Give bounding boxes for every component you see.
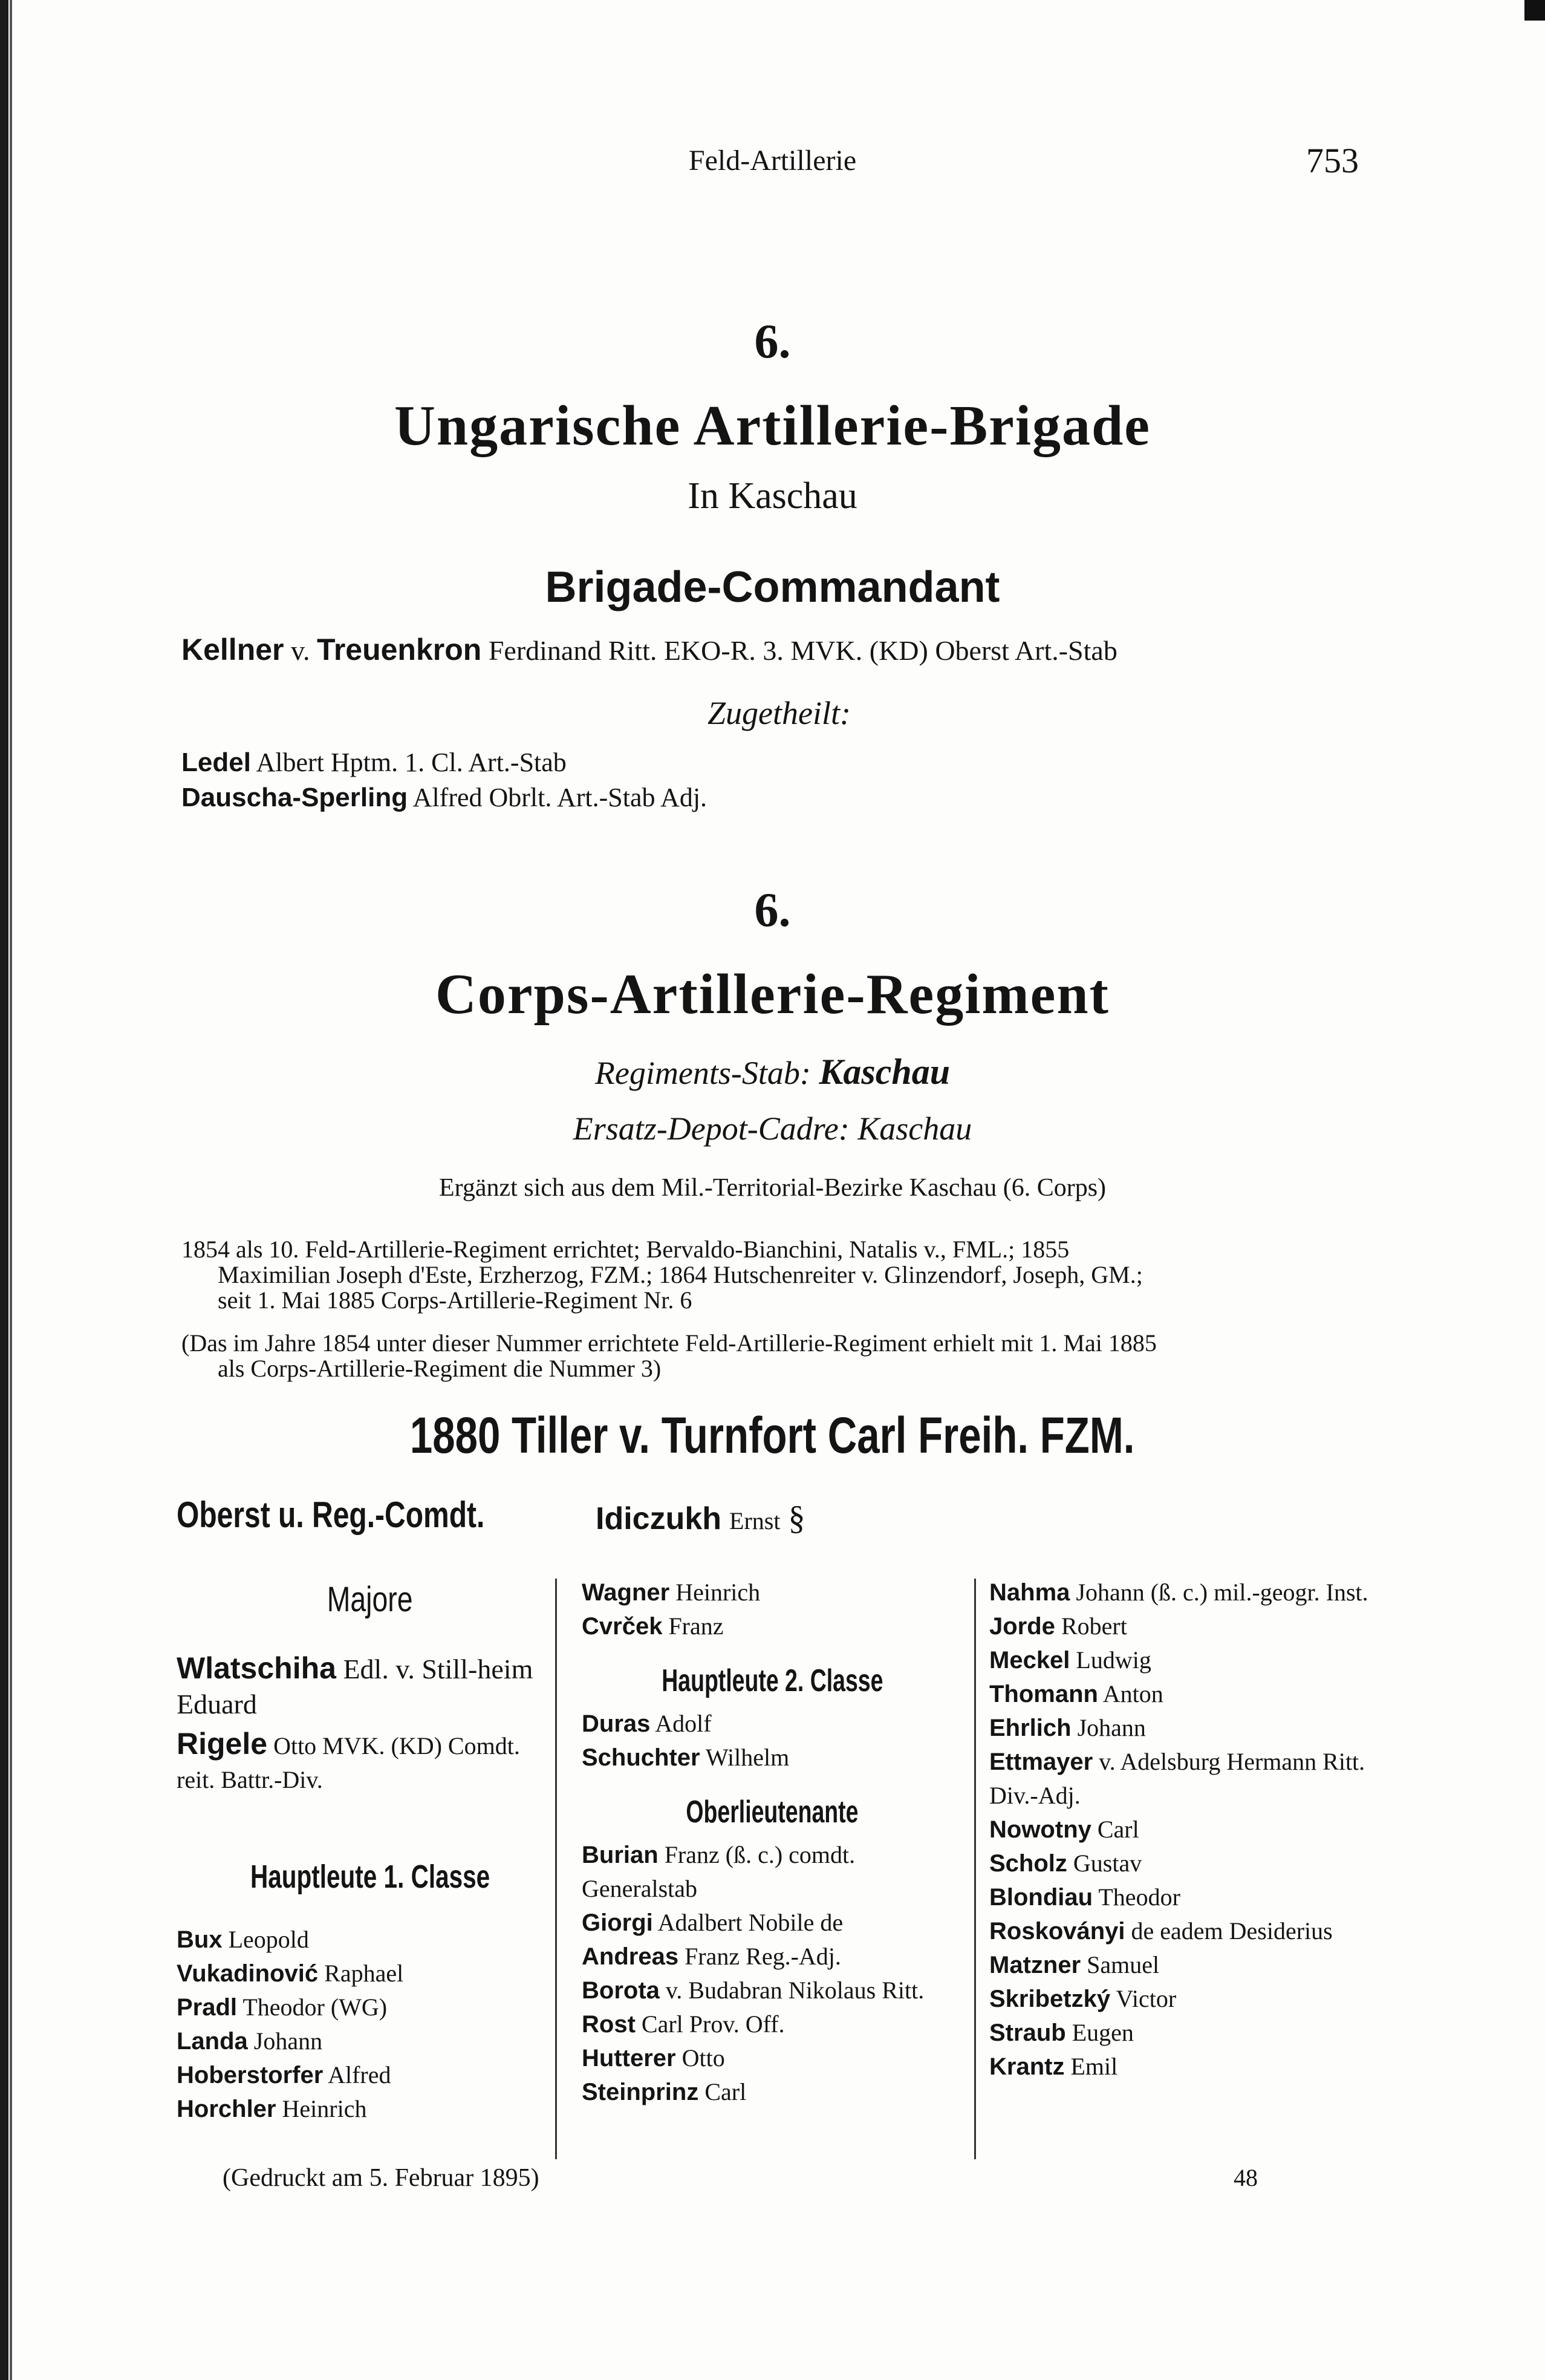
- regiment-owner: [0, 1406, 1545, 1465]
- commandant-details: Ferdinand Ritt. EKO-R. 3. MVK. (KD) Oberst Art.-Stab: [488, 635, 1117, 666]
- history-line: 1854 als 10. Feld-Artillerie-Regiment errichtet; Bervaldo-Bianchini, Natalis v., FML.; 1855: [181, 1236, 1070, 1263]
- commander-entry: [177, 1494, 562, 1536]
- column-right: [989, 1576, 1376, 2084]
- list-item: [989, 2016, 1376, 2050]
- commander-label: Oberst u. Reg.-Comdt.: [177, 1495, 485, 1535]
- entry-surname: Vukadinović: [177, 1960, 319, 1987]
- list-item: [989, 1982, 1376, 2016]
- list-item: [582, 1974, 963, 2007]
- brigade-location: In Kaschau: [688, 475, 857, 517]
- entry-surname: Rost: [582, 2011, 636, 2038]
- entry-details: Johann: [1077, 1714, 1146, 1741]
- entry-surname: Ehrlich: [989, 1715, 1072, 1741]
- commandant-surname: Kellner: [181, 633, 284, 667]
- commander-name: [596, 1499, 805, 1537]
- entry-details: Adolf: [655, 1710, 712, 1737]
- column-left: [177, 1576, 564, 2126]
- owner-line: 1880 Tiller v. Turnfort Carl Freih. FZM.: [410, 1407, 1135, 1464]
- entry-surname: Ettmayer: [989, 1749, 1093, 1775]
- list-item: [989, 1576, 1376, 1609]
- entry-surname: Wlatschiha: [177, 1651, 336, 1685]
- entry-details: de eadem Desiderius: [1131, 1917, 1333, 1945]
- list-item: [177, 1727, 564, 1797]
- entry-details: Alfred: [328, 2061, 391, 2088]
- regiment-note: [181, 1331, 1391, 1381]
- list-item: [582, 1940, 963, 1974]
- column-rule: [974, 1579, 976, 2159]
- list-item: [989, 1745, 1376, 1813]
- entry-surname: Rigele: [177, 1727, 268, 1761]
- commandant-surname2: Treuenkron: [317, 633, 482, 667]
- commandant-heading: Brigade-Commandant: [545, 563, 1000, 611]
- entry-details: Robert: [1061, 1612, 1127, 1640]
- commander-mark: §: [788, 1499, 805, 1537]
- print-date: (Gedruckt am 5. Februar 1895): [223, 2164, 539, 2192]
- entry-surname: Blondiau: [989, 1884, 1093, 1911]
- entry-surname: Scholz: [989, 1850, 1067, 1877]
- commander-given: Ernst: [729, 1507, 781, 1534]
- entry-details: Carl: [704, 2078, 747, 2105]
- entry-surname: Giorgi: [582, 1909, 653, 1936]
- list-item: [177, 1957, 564, 1990]
- list-item: [582, 1576, 963, 1609]
- recruitment-note: Ergänzt sich aus dem Mil.-Territorial-Bezirke Kaschau (6. Corps): [438, 1174, 1107, 1202]
- entry-details: Eugen: [1072, 2019, 1134, 2046]
- regiment-staff: [0, 1051, 1545, 1093]
- entry-details: Victor: [1116, 1985, 1177, 2012]
- entry-details: Heinrich: [675, 1579, 761, 1606]
- assigned-entry: [181, 747, 567, 778]
- entry-surname: Hutterer: [582, 2045, 676, 2072]
- entry-details: Leopold: [228, 1926, 309, 1953]
- entry-surname: Schuchter: [582, 1744, 700, 1771]
- entry-details: Franz: [668, 1612, 724, 1640]
- entry-details: Anton: [1102, 1680, 1163, 1707]
- commander-surname: Idiczukh: [596, 1501, 722, 1536]
- entry-details: v. Budabran Nikolaus Ritt.: [665, 1977, 925, 2004]
- list-item: [177, 2058, 564, 2092]
- entry-details: Otto MVK. (KD) Comdt. reit. Battr.-Div.: [177, 1732, 520, 1793]
- regiment-history: [181, 1237, 1391, 1313]
- brigade-number: 6.: [754, 315, 791, 368]
- entry-surname: Borota: [582, 1977, 660, 2004]
- lieutenants-heading-text: Oberlieutenante: [686, 1795, 859, 1830]
- entry-surname: Hoberstorfer: [177, 2062, 324, 2088]
- entry-details: Johann (ß. c.) mil.-geogr. Inst.: [1076, 1579, 1368, 1606]
- entry-surname: Roskoványi: [989, 1918, 1125, 1945]
- note-line: als Corps-Artillerie-Regiment die Nummer 3): [218, 1355, 662, 1382]
- entry-surname: Horchler: [177, 2096, 276, 2122]
- history-line: Maximilian Joseph d'Este, Erzherzog, FZM.; 1864 Hutschenreiter v. Glinzendorf, Joseph, GM.;: [218, 1261, 1143, 1288]
- signature-mark: 48: [1234, 2164, 1258, 2191]
- list-item: [989, 2050, 1376, 2084]
- list-item: [177, 2024, 564, 2058]
- scan-corner: [1524, 0, 1545, 21]
- list-item: [177, 1990, 564, 2024]
- staff-place: Kaschau: [819, 1052, 951, 1092]
- commandant-connector: v.: [291, 635, 310, 666]
- assigned-details: Albert Hptm. 1. Cl. Art.-Stab: [256, 748, 567, 777]
- list-item: [582, 2007, 963, 2041]
- entry-surname: Nahma: [989, 1579, 1070, 1606]
- assigned-surname: Dauscha-Sperling: [181, 783, 408, 812]
- entry-details: Edl. v. Still-heim Eduard: [177, 1654, 533, 1720]
- entry-details: v. Adelsburg Hermann Ritt. Div.-Adj.: [989, 1748, 1365, 1809]
- list-item: [989, 1914, 1376, 1948]
- entry-details: Franz (ß. c.) comdt. Generalstab: [582, 1841, 856, 1902]
- list-item: [989, 1609, 1376, 1643]
- entry-surname: Jorde: [989, 1613, 1055, 1640]
- majore-heading: [177, 1576, 564, 1624]
- entry-details: Franz Reg.-Adj.: [685, 1943, 841, 1970]
- list-item: [989, 1711, 1376, 1745]
- list-item: [989, 1813, 1376, 1847]
- list-item: [582, 1906, 963, 1940]
- entry-details: Emil: [1070, 2053, 1118, 2080]
- list-item: [989, 1677, 1376, 1711]
- list-item: [989, 1847, 1376, 1880]
- entry-details: Johann: [253, 2027, 323, 2055]
- assigned-surname: Ledel: [181, 748, 251, 777]
- staff-label: Regiments-Stab:: [594, 1055, 811, 1091]
- entry-surname: Straub: [989, 2020, 1066, 2046]
- entry-surname: Wagner: [582, 1579, 670, 1606]
- depot-label: Ersatz-Depot-Cadre:: [573, 1110, 850, 1147]
- entry-details: Theodor: [1098, 1883, 1180, 1911]
- captains2-heading-text: Hauptleute 2. Classe: [661, 1663, 883, 1698]
- entry-details: Gustav: [1073, 1850, 1142, 1877]
- regiment-depot: [0, 1110, 1545, 1147]
- entry-surname: Thomann: [989, 1681, 1098, 1707]
- entry-details: Carl: [1097, 1816, 1139, 1843]
- entry-surname: Meckel: [989, 1647, 1070, 1674]
- commandant-entry: [181, 632, 1117, 667]
- column-middle: [582, 1576, 963, 2109]
- list-item: [582, 2041, 963, 2075]
- list-item: [582, 1707, 963, 1741]
- list-item: [177, 2092, 564, 2126]
- entry-surname: Duras: [582, 1710, 651, 1737]
- entry-surname: Matzner: [989, 1952, 1081, 1978]
- entry-details: Wilhelm: [705, 1744, 790, 1771]
- entry-details: Theodor (WG): [242, 1994, 388, 2021]
- depot-place: Kaschau: [857, 1110, 972, 1147]
- list-item: [582, 1609, 963, 1643]
- captains1-heading: [177, 1853, 564, 1901]
- brigade-title: Ungarische Artillerie-Brigade: [394, 394, 1151, 457]
- entry-details: Heinrich: [282, 2095, 367, 2122]
- list-item: [989, 1948, 1376, 1982]
- list-item: [989, 1880, 1376, 1914]
- regiment-number: 6.: [754, 884, 791, 937]
- list-item: [989, 1643, 1376, 1677]
- entry-details: Raphael: [324, 1960, 404, 1987]
- entry-surname: Landa: [177, 2028, 248, 2055]
- list-item: [582, 1741, 963, 1775]
- assigned-heading: Zugetheilt:: [707, 695, 851, 731]
- entry-surname: Krantz: [989, 2053, 1065, 2080]
- running-header: Feld-Artillerie: [688, 145, 857, 177]
- majore-heading-text: Majore: [327, 1580, 413, 1619]
- entry-surname: Nowotny: [989, 1816, 1091, 1843]
- regiment-title: Corps-Artillerie-Regiment: [435, 963, 1110, 1026]
- page-number: 753: [1306, 141, 1359, 180]
- entry-details: Otto: [681, 2044, 725, 2072]
- entry-surname: Cvrček: [582, 1613, 663, 1640]
- assigned-entry: [181, 782, 707, 813]
- assigned-details: Alfred Obrlt. Art.-Stab Adj.: [412, 783, 707, 812]
- entry-surname: Andreas: [582, 1943, 679, 1970]
- note-line: (Das im Jahre 1854 unter dieser Nummer errichtete Feld-Artillerie-Regiment erhielt mit 1. Mai 1885: [181, 1329, 1157, 1357]
- list-item: [177, 1923, 564, 1957]
- entry-surname: Pradl: [177, 1994, 238, 2021]
- entry-surname: Steinprinz: [582, 2079, 699, 2105]
- list-item: [582, 2075, 963, 2109]
- captains2-heading: [582, 1659, 963, 1703]
- entry-details: Carl Prov. Off.: [641, 2010, 785, 2038]
- lieutenants-heading: [582, 1790, 963, 1834]
- entry-surname: Bux: [177, 1926, 223, 1953]
- list-item: [582, 1838, 963, 1906]
- entry-surname: Burian: [582, 1842, 659, 1868]
- captains1-heading-text: Hauptleute 1. Classe: [250, 1859, 490, 1895]
- entry-surname: Skribetzký: [989, 1986, 1111, 2012]
- history-line: seit 1. Mai 1885 Corps-Artillerie-Regiment Nr. 6: [218, 1286, 692, 1314]
- entry-details: Ludwig: [1076, 1646, 1151, 1674]
- entry-details: Samuel: [1087, 1951, 1160, 1978]
- list-item: [177, 1651, 564, 1722]
- entry-details: Adalbert Nobile de: [657, 1909, 844, 1936]
